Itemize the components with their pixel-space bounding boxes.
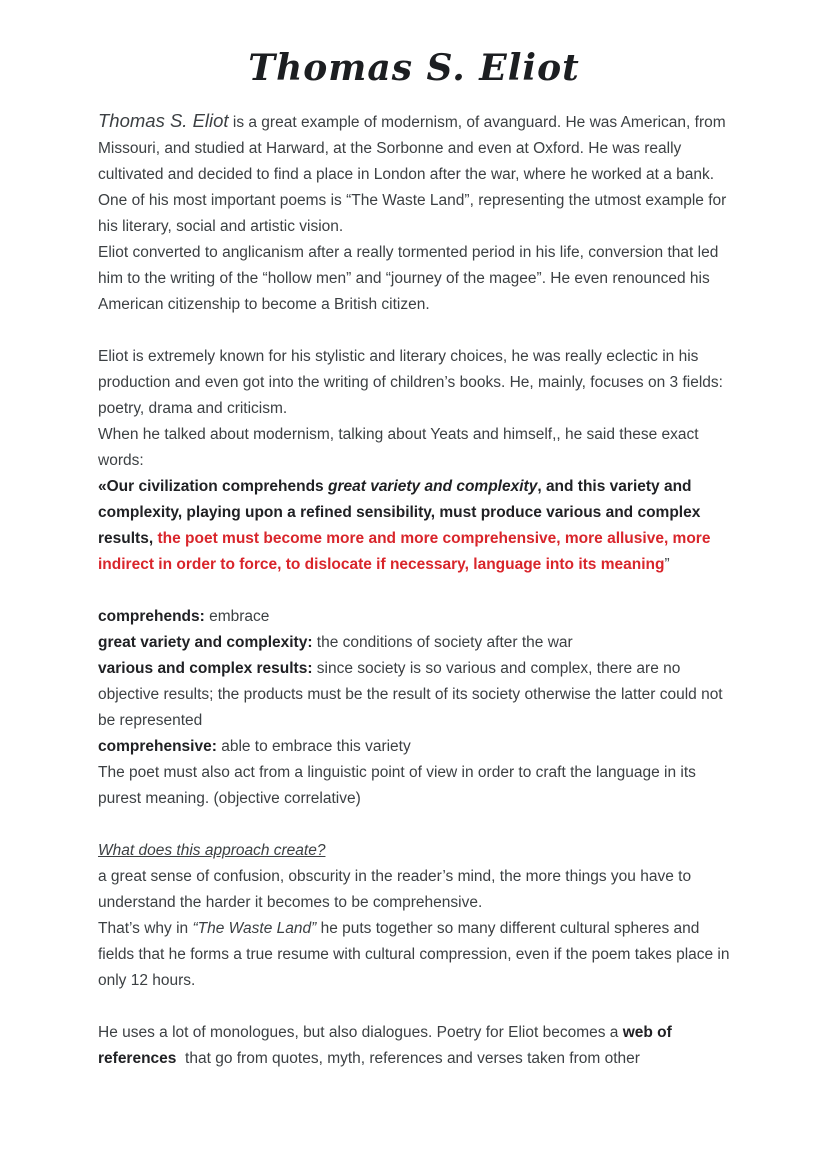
- text-run: ”: [664, 556, 670, 573]
- paragraph: [98, 734, 730, 760]
- text-run: What does this approach create?: [98, 842, 326, 859]
- text-run: he puts together so many different cultural spheres and fields that he forms a true resume with cultural compression, even if the poem takes place in only 12 hours.: [98, 920, 730, 989]
- paragraph: [98, 1020, 730, 1072]
- text-run: When he talked about modernism, talking about Yeats and himself,, he said these exact words:: [98, 426, 699, 469]
- paragraph: [98, 630, 730, 656]
- text-run: great variety and complexity: [327, 478, 538, 495]
- paragraph: [98, 240, 730, 318]
- document-body: [98, 108, 730, 1072]
- text-run: The poet must also act from a linguistic point of view in order to craft the language in its purest meaning. (objective correlative): [98, 764, 696, 807]
- text-run: the conditions of society after the war: [312, 634, 573, 651]
- paragraph: [98, 604, 730, 630]
- paragraph: [98, 474, 730, 578]
- text-run: Eliot converted to anglicanism after a really tormented period in his life, conversion that led him to the writing of the “hollow men” and “journey of the magee”. He even renounced his American citizenship to become a British citizen.: [98, 244, 719, 313]
- text-run: various and complex results:: [98, 660, 313, 677]
- paragraph: [98, 760, 730, 812]
- text-run: That’s why in: [98, 920, 193, 937]
- text-run: «Our civilization comprehends: [98, 478, 328, 495]
- paragraph: [98, 344, 730, 422]
- text-run: since society is so various and complex, there are no objective results; the products must be the result of its society otherwise the latter could not be represented: [98, 660, 723, 729]
- paragraph: [98, 916, 730, 994]
- text-run: embrace: [204, 608, 270, 625]
- paragraph: [98, 108, 730, 240]
- text-run: a great sense of confusion, obscurity in the reader’s mind, the more things you have to understand the harder it becomes to be comprehensive.: [98, 868, 692, 911]
- paragraph-spacer: [98, 812, 730, 838]
- text-run: comprehends:: [98, 608, 205, 625]
- text-run: web of references: [98, 1024, 672, 1067]
- text-run: the poet must become more and more comprehensive, more allusive, more indirect in order to force, to dislocate if necessary, language into its meaning: [98, 530, 711, 573]
- paragraph: [98, 838, 730, 864]
- text-run: that go from quotes, myth, references and verses taken from other: [176, 1050, 640, 1067]
- paragraph-spacer: [98, 994, 730, 1020]
- paragraph: [98, 656, 730, 734]
- paragraph-spacer: [98, 318, 730, 344]
- paragraph-spacer: [98, 578, 730, 604]
- text-run: “The Waste Land”: [192, 920, 317, 937]
- paragraph: [98, 422, 730, 474]
- text-run: comprehensive:: [98, 738, 217, 755]
- text-run: able to embrace this variety: [216, 738, 411, 755]
- text-run: He uses a lot of monologues, but also dialogues. Poetry for Eliot becomes a: [98, 1024, 623, 1041]
- text-run: Thomas S. Eliot: [98, 110, 229, 131]
- text-run: is a great example of modernism, of avanguard. He was American, from Missouri, and studied at Harward, at the Sorbonne and even at Oxford. He was really cultivated and decided to find a place in London after the war, where he worked at a bank. One of his most important poems is “The Waste Land”, representing the utmost example for his literary, social and artistic vision.: [98, 114, 727, 235]
- text-run: , and this variety and complexity, playing upon a refined sensibility, must produce various and complex results,: [98, 478, 701, 547]
- text-run: Eliot is extremely known for his stylistic and literary choices, he was really eclectic in his production and even got into the writing of children’s books. He, mainly, focuses on 3 fields: poetry, drama and criticism.: [98, 348, 723, 417]
- paragraph: [98, 864, 730, 916]
- document-title: Thomas S. Eliot: [248, 47, 580, 89]
- text-run: great variety and complexity:: [98, 634, 313, 651]
